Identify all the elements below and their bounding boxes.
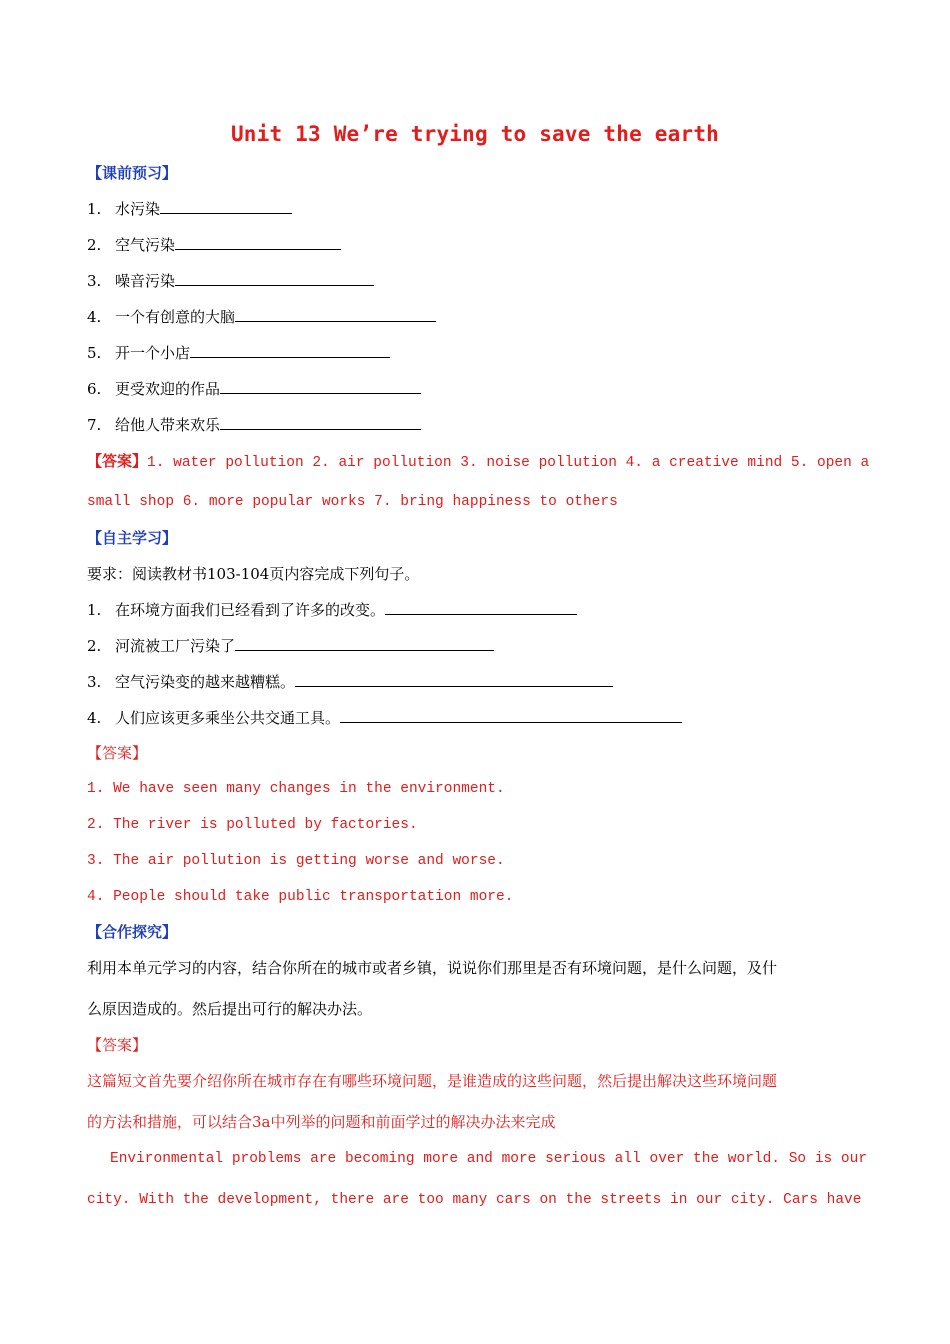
section-heading-cooperation: 【合作探究】 [87, 923, 178, 941]
list-item [87, 379, 421, 399]
item-text: 更受欢迎的作品 [115, 380, 221, 398]
answer-sentence: 2. The river is polluted by factories. [87, 817, 418, 833]
task-text: 利用本单元学习的内容，结合你所在的城市或者乡镇，说说你们那里是否有环境问题，是什么问题，及什 [87, 959, 778, 977]
item-text: 空气污染变的越来越糟糕。 [115, 673, 296, 691]
item-number: 1. [87, 601, 102, 619]
item-text: 一个有创意的大脑 [115, 308, 236, 326]
item-text: 开一个小店 [115, 344, 191, 362]
item-number: 2. [87, 236, 102, 254]
answer-blank[interactable] [175, 235, 341, 250]
answer-sentence: 3. The air pollution is getting worse and worse. [87, 853, 505, 869]
answer-blank[interactable] [385, 600, 577, 615]
section-heading-preview: 【课前预习】 [87, 164, 178, 182]
item-text: 空气污染 [115, 236, 176, 254]
item-number: 6. [87, 380, 102, 398]
answer-sentence: 1. We have seen many changes in the environment. [87, 781, 505, 797]
item-number: 7. [87, 416, 102, 434]
answer-blank[interactable] [160, 199, 292, 214]
item-number: 2. [87, 637, 102, 655]
list-item [87, 600, 577, 620]
answer-label: 【答案】 [87, 1036, 148, 1054]
requirement-text: 要求：阅读教材书103-104页内容完成下列句子。 [87, 565, 420, 583]
answer-blank[interactable] [340, 708, 682, 723]
sample-essay-text: Environmental problems are becoming more and more serious all over the world. So is our [110, 1151, 868, 1167]
list-item [87, 343, 390, 363]
answer-label: 【答案】 [87, 744, 148, 762]
list-item [87, 708, 682, 728]
item-text: 人们应该更多乘坐公共交通工具。 [115, 709, 341, 727]
list-item [87, 199, 292, 219]
list-item [87, 415, 421, 435]
item-text: 给他人带来欢乐 [115, 416, 221, 434]
answer-guide-text-continued: 的方法和措施，可以结合3a中列举的问题和前面学过的解决办法来完成 [87, 1113, 556, 1131]
answer-blank[interactable] [190, 343, 390, 358]
item-number: 3. [87, 673, 102, 691]
answer-line [87, 451, 869, 473]
answer-text: 1. water pollution 2. air pollution 3. noise pollution 4. a creative mind 5. open a [147, 455, 870, 471]
item-number: 3. [87, 272, 102, 290]
item-text: 河流被工厂污染了 [115, 637, 236, 655]
sample-essay-text-continued: city. With the development, there are too many cars on the streets in our city. Cars have [87, 1192, 862, 1208]
answer-blank[interactable] [175, 271, 374, 286]
answer-blank[interactable] [235, 636, 494, 651]
answer-guide-text: 这篇短文首先要介绍你所在城市存在有哪些环境问题，是谁造成的这些问题，然后提出解决这些环境问题 [87, 1072, 778, 1090]
answer-sentence: 4. People should take public transportation more. [87, 889, 514, 905]
list-item [87, 271, 374, 291]
list-item [87, 307, 436, 327]
answer-blank[interactable] [220, 415, 421, 430]
item-text: 噪音污染 [115, 272, 176, 290]
answer-label: 【答案】 [87, 452, 148, 470]
list-item [87, 636, 494, 656]
item-text: 在环境方面我们已经看到了许多的改变。 [115, 601, 386, 619]
list-item [87, 672, 613, 692]
item-text: 水污染 [115, 200, 161, 218]
item-number: 4. [87, 308, 102, 326]
section-heading-self-study: 【自主学习】 [87, 529, 178, 547]
answer-blank[interactable] [220, 379, 421, 394]
task-text-continued: 么原因造成的。然后提出可行的解决办法。 [87, 1000, 373, 1018]
page-title: Unit 13 We’re trying to save the earth [230, 122, 720, 146]
answer-blank[interactable] [235, 307, 436, 322]
list-item [87, 235, 341, 255]
item-number: 4. [87, 709, 102, 727]
item-number: 1. [87, 200, 102, 218]
answer-text-continued: small shop 6. more popular works 7. bring happiness to others [87, 494, 618, 510]
answer-blank[interactable] [295, 672, 613, 687]
item-number: 5. [87, 344, 102, 362]
